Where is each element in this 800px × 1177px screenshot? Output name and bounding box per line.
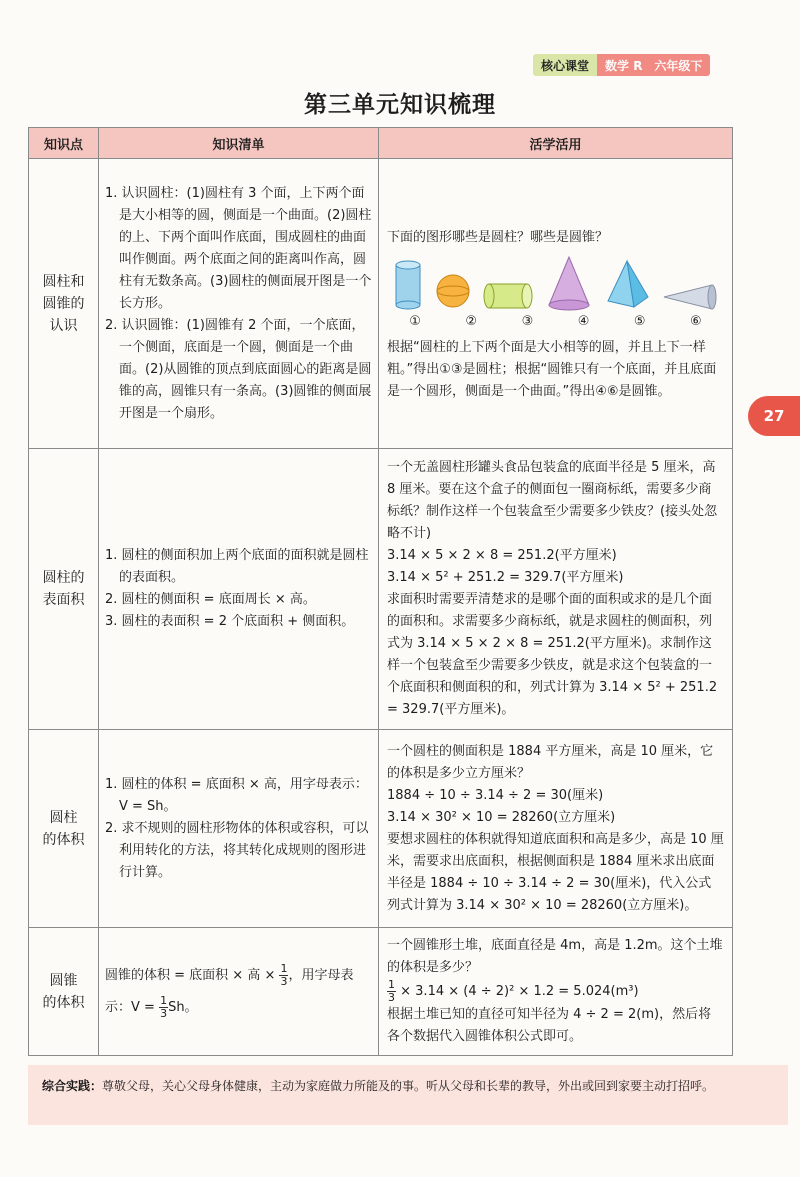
kp-line: 圆柱的	[42, 570, 85, 586]
explanation-text: 求面积时需要弄清楚求的是哪个面的面积或求的是几个面的面积和。求需要多少商标纸，就是求圆柱的侧面积，列式为 3.14 × 5 × 2 × 8 = 251.2(平方厘米)。求制作这样一个包装盒至少需要多少铁皮，就是求这个包装盒的一个底面积和侧面积的和，列式计算为 3.14 × 5² + 251.2 = 329.7(平方厘米)。	[387, 592, 718, 717]
problem-text: 一个圆锥形土堆，底面直径是 4m，高是 1.2m。这个土堆的体积是多少？	[387, 938, 723, 975]
list-item: 2. 认识圆锥：(1)圆锥有 2 个面，一个底面，一个侧面，底面是一个圆，侧面是一个曲面。(2)从圆锥的顶点到底面圆心的距离是圆锥的高，圆锥只有一条高。(3)圆锥的侧面展开图是一个扇形。	[105, 317, 372, 421]
calc-line: 3.14 × 30² × 10 = 28260(立方厘米)	[387, 809, 616, 825]
kp-line: 圆柱	[49, 809, 78, 826]
shape-label: ②	[465, 313, 478, 329]
application-cell	[379, 449, 733, 730]
subject-label: 数学 R 六年级下	[597, 54, 710, 76]
cone-shape-6	[662, 281, 718, 311]
kp-line: 认识	[49, 317, 78, 334]
calc-line: 3.14 × 5 × 2 × 8 = 251.2(平方厘米)	[387, 548, 617, 563]
knowledge-point-cell	[29, 730, 99, 928]
calc-line	[387, 979, 724, 1004]
formula-mid: ，用字母表示：V =	[105, 967, 354, 1015]
formula-pre: 圆锥的体积 = 底面积 × 高 ×	[105, 967, 276, 983]
list-item: 2. 求不规则的圆柱形物体的体积或容积，可以利用转化的方法，将其转化成规则的图形进行计算。	[105, 820, 369, 880]
practice-label: 综合实践：	[42, 1079, 103, 1093]
list-item: 2. 圆柱的侧面积 = 底面周长 × 高。	[105, 592, 316, 607]
application-cell	[379, 730, 733, 928]
knowledge-list-cell	[99, 449, 379, 730]
practice-text: 尊敬父母，关心父母身体健康，主动为家庭做力所能及的事。听从父母和长辈的教导，外出或回到家要主动打招呼。	[102, 1079, 715, 1093]
frac-den: 3	[388, 991, 395, 1004]
application-cell	[379, 159, 733, 449]
shapes-figure	[387, 253, 724, 311]
table-row	[29, 159, 733, 449]
table-row	[29, 449, 733, 730]
shape-label: ①	[409, 313, 421, 329]
cylinder-shape-3	[483, 281, 533, 311]
application-cell	[379, 928, 733, 1056]
table-row	[29, 730, 733, 928]
table-header-row	[29, 128, 733, 159]
table-row	[29, 928, 733, 1056]
calc-line: 1884 ÷ 10 ÷ 3.14 ÷ 2 = 30(厘米)	[387, 787, 604, 803]
knowledge-table	[28, 127, 733, 1056]
fraction-one-third	[159, 995, 168, 1020]
calc-line: 3.14 × 5² + 251.2 = 329.7(平方厘米)	[387, 570, 624, 585]
knowledge-list-cell	[99, 730, 379, 928]
shape-labels	[387, 311, 724, 333]
series-label: 核心课堂	[533, 54, 597, 76]
frac-den: 3	[160, 1006, 168, 1020]
knowledge-list-cell	[99, 159, 379, 449]
frac-num: 1	[388, 978, 395, 991]
col-header-knowledge-point: 知识点	[29, 128, 99, 159]
calc-text: × 3.14 × (4 ÷ 2)² × 1.2 = 5.024(m³)	[400, 984, 639, 999]
knowledge-point-cell	[29, 928, 99, 1056]
formula-post: Sh。	[168, 999, 198, 1015]
shape-label: ⑤	[633, 313, 646, 329]
cone-shape-4	[546, 255, 592, 311]
list-item: 1. 认识圆柱：(1)圆柱有 3 个面，上下两个面是大小相等的圆，侧面是一个曲面。(2)圆柱的上、下两个面叫作底面，围成圆柱的曲面叫作侧面。两个底面之间的距离叫作高，圆柱有无数条高。(3)圆柱的侧面展开图是一个长方形。	[105, 185, 372, 311]
frac-num: 1	[280, 961, 288, 975]
shape-label: ③	[521, 313, 534, 329]
fraction-one-third	[387, 979, 396, 1004]
problem-text: 一个圆柱的侧面积是 1884 平方厘米，高是 10 厘米，它的体积是多少立方厘米？	[387, 743, 714, 781]
knowledge-list-cell	[99, 928, 379, 1056]
knowledge-point-cell	[29, 449, 99, 730]
explanation-text: 根据土堆已知的直径可知半径为 4 ÷ 2 = 2(m)，然后将各个数据代入圆锥体积公式即可。	[387, 1007, 712, 1044]
col-header-application: 活学活用	[379, 128, 733, 159]
list-item: 1. 圆柱的体积 = 底面积 × 高，用字母表示：V = Sh。	[105, 776, 368, 814]
pyramid-shape-5	[604, 259, 650, 311]
explanation-text: 要想求圆柱的体积就得知道底面积和高是多少，高是 10 厘米，需要求出底面积，根据侧面积是 1884 厘米求出底面半径是 1884 ÷ 10 ÷ 3.14 ÷ 2 = 30(厘米)，代入公式列式计算为 3.14 × 30² × 10 = 28260(立方厘米)。	[387, 831, 724, 913]
sphere-shape-2	[435, 271, 471, 311]
kp-line: 圆锥的	[42, 295, 85, 312]
kp-line: 圆柱和	[42, 273, 85, 290]
kp-line: 表面积	[42, 592, 85, 608]
kp-line: 圆锥	[49, 972, 78, 989]
problem-text: 一个无盖圆柱形罐头食品包装盒的底面半径是 5 厘米，高 8 厘米。要在这个盒子的侧面包一圈商标纸，需要多少商标纸？制作这样一个包装盒至少需要多少铁皮？(接头处忽略不计)	[387, 460, 718, 541]
kp-line: 的体积	[42, 831, 85, 848]
knowledge-point-cell	[29, 159, 99, 449]
header-tag	[533, 54, 710, 76]
question-text: 下面的图形哪些是圆柱？哪些是圆锥？	[387, 229, 609, 245]
frac-num: 1	[160, 993, 168, 1007]
list-item: 1. 圆柱的侧面积加上两个底面的面积就是圆柱的表面积。	[105, 548, 369, 585]
shape-label: ④	[577, 313, 590, 329]
col-header-knowledge-list: 知识清单	[99, 128, 379, 159]
shape-label: ⑥	[690, 313, 702, 329]
page-number-tab: 27	[748, 396, 800, 436]
frac-den: 3	[280, 974, 288, 988]
list-item: 3. 圆柱的表面积 = 2 个底面积 + 侧面积。	[105, 614, 355, 629]
kp-line: 的体积	[42, 994, 85, 1011]
practice-box	[28, 1065, 788, 1125]
cylinder-shape-1	[393, 259, 423, 311]
answer-text: 根据“圆柱的上下两个面是大小相等的圆，并且上下一样粗。”得出①③是圆柱；根据“圆锥只有一个底面，并且底面是一个圆形，侧面是一个曲面。”得出④⑥是圆锥。	[387, 339, 717, 399]
page-title: 第三单元知识梳理	[304, 92, 496, 118]
